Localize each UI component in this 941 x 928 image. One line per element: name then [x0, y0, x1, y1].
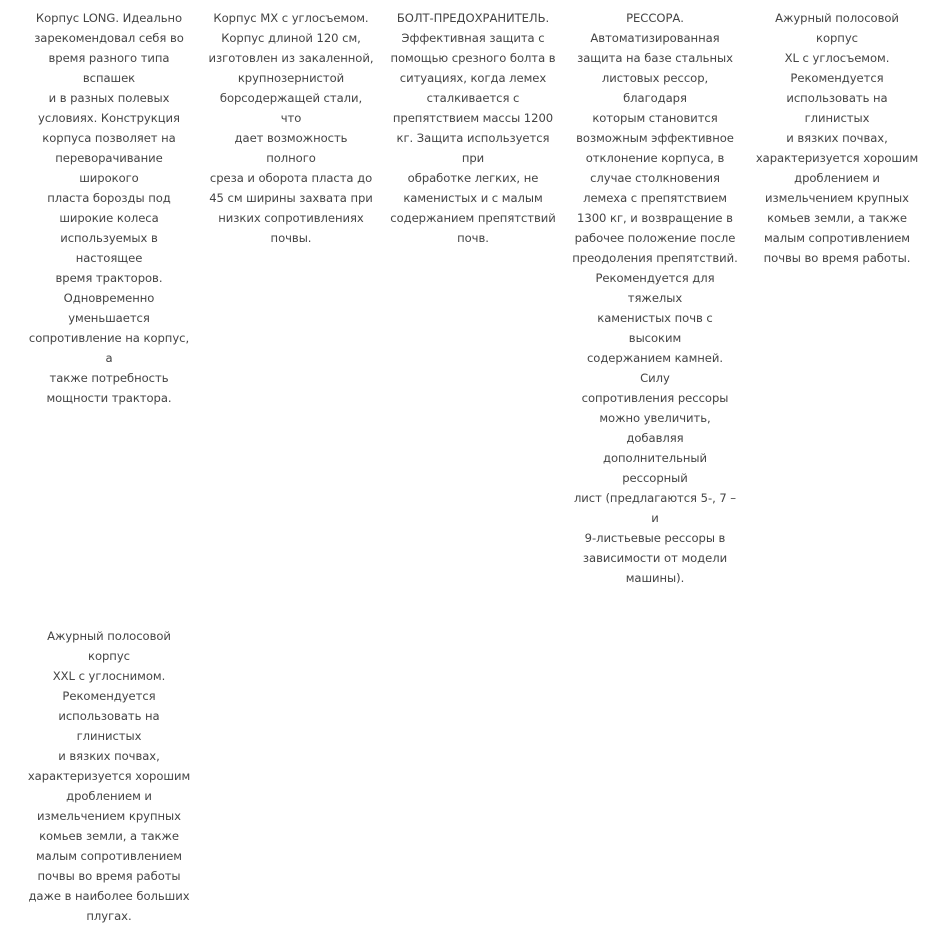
feature-text: Корпус LONG. Идеально зарекомендовал себя во время разного типа вспашек и в разных полевых условиях. Конструкция корпуса позволяет на переворачивание широкого пласта борозды под широкие колеса используемых в настоящее время тракторов. Одновременно уменьшается сопротивление на корпус, а также потребность мощности трактора. — [28, 11, 190, 405]
feature-text: РЕССОРА. Автоматизированная защита на базе стальных листовых рессор, благодаря которым становится возможным эффективное отклонение корпуса, в случае столкновения лемеха с препятствием 1300 кг, и возвращение в рабочее положение после преодоления препятствий. Рекомендуется для тяжелых каменистых почв с высоким содержанием камней. Силу сопротивления рессоры можно увеличить, добавляя дополнительный рессорный лист (предлагаются 5-, 7 – и 9-листьевые рессоры в зависимости от модели машины). — [572, 11, 738, 585]
feature-spring — [568, 6, 742, 590]
feature-grid — [22, 6, 922, 928]
feature-text: Ажурный полосовой корпус XXL с углоснимом. Рекомендуется использовать на глинистых и вязких почвах, характеризуется хорошим дроблением и измельчением крупных комьев земли, а также малым сопротивлением почвы во время работы даже в наиболее больших плугах. — [27, 629, 191, 923]
feature-text: БОЛТ-ПРЕДОХРАНИТЕЛЬ. Эффективная защита с помощью срезного болта в ситуациях, когда лемех сталкивается с препятствием массы 1200 кг. Защита используется при обработке легких, не каменистых и с малым содержанием препятствий почв. — [390, 11, 556, 245]
feature-shear-bolt — [386, 6, 560, 590]
feature-text: Ажурный полосовой корпус XL с углосъемом. Рекомендуется использовать на глинистых и вязких почвах, характеризуется хорошим дроблением и измельчением крупных комьев земли, а также малым сопротивлением почвы во время работы. — [755, 11, 919, 265]
feature-text: Корпус MX с углосъемом. Корпус длиной 120 см, изготовлен из закаленной, крупнозернистой борсодержащей стали, что дает возможность полного среза и оборота пласта до 45 см ширины захвата при низких сопротивлениях почвы. — [208, 11, 374, 245]
feature-long-body — [22, 6, 196, 590]
feature-xxl-body — [22, 624, 196, 928]
feature-mx-body — [204, 6, 378, 590]
feature-xl-body — [750, 6, 924, 590]
